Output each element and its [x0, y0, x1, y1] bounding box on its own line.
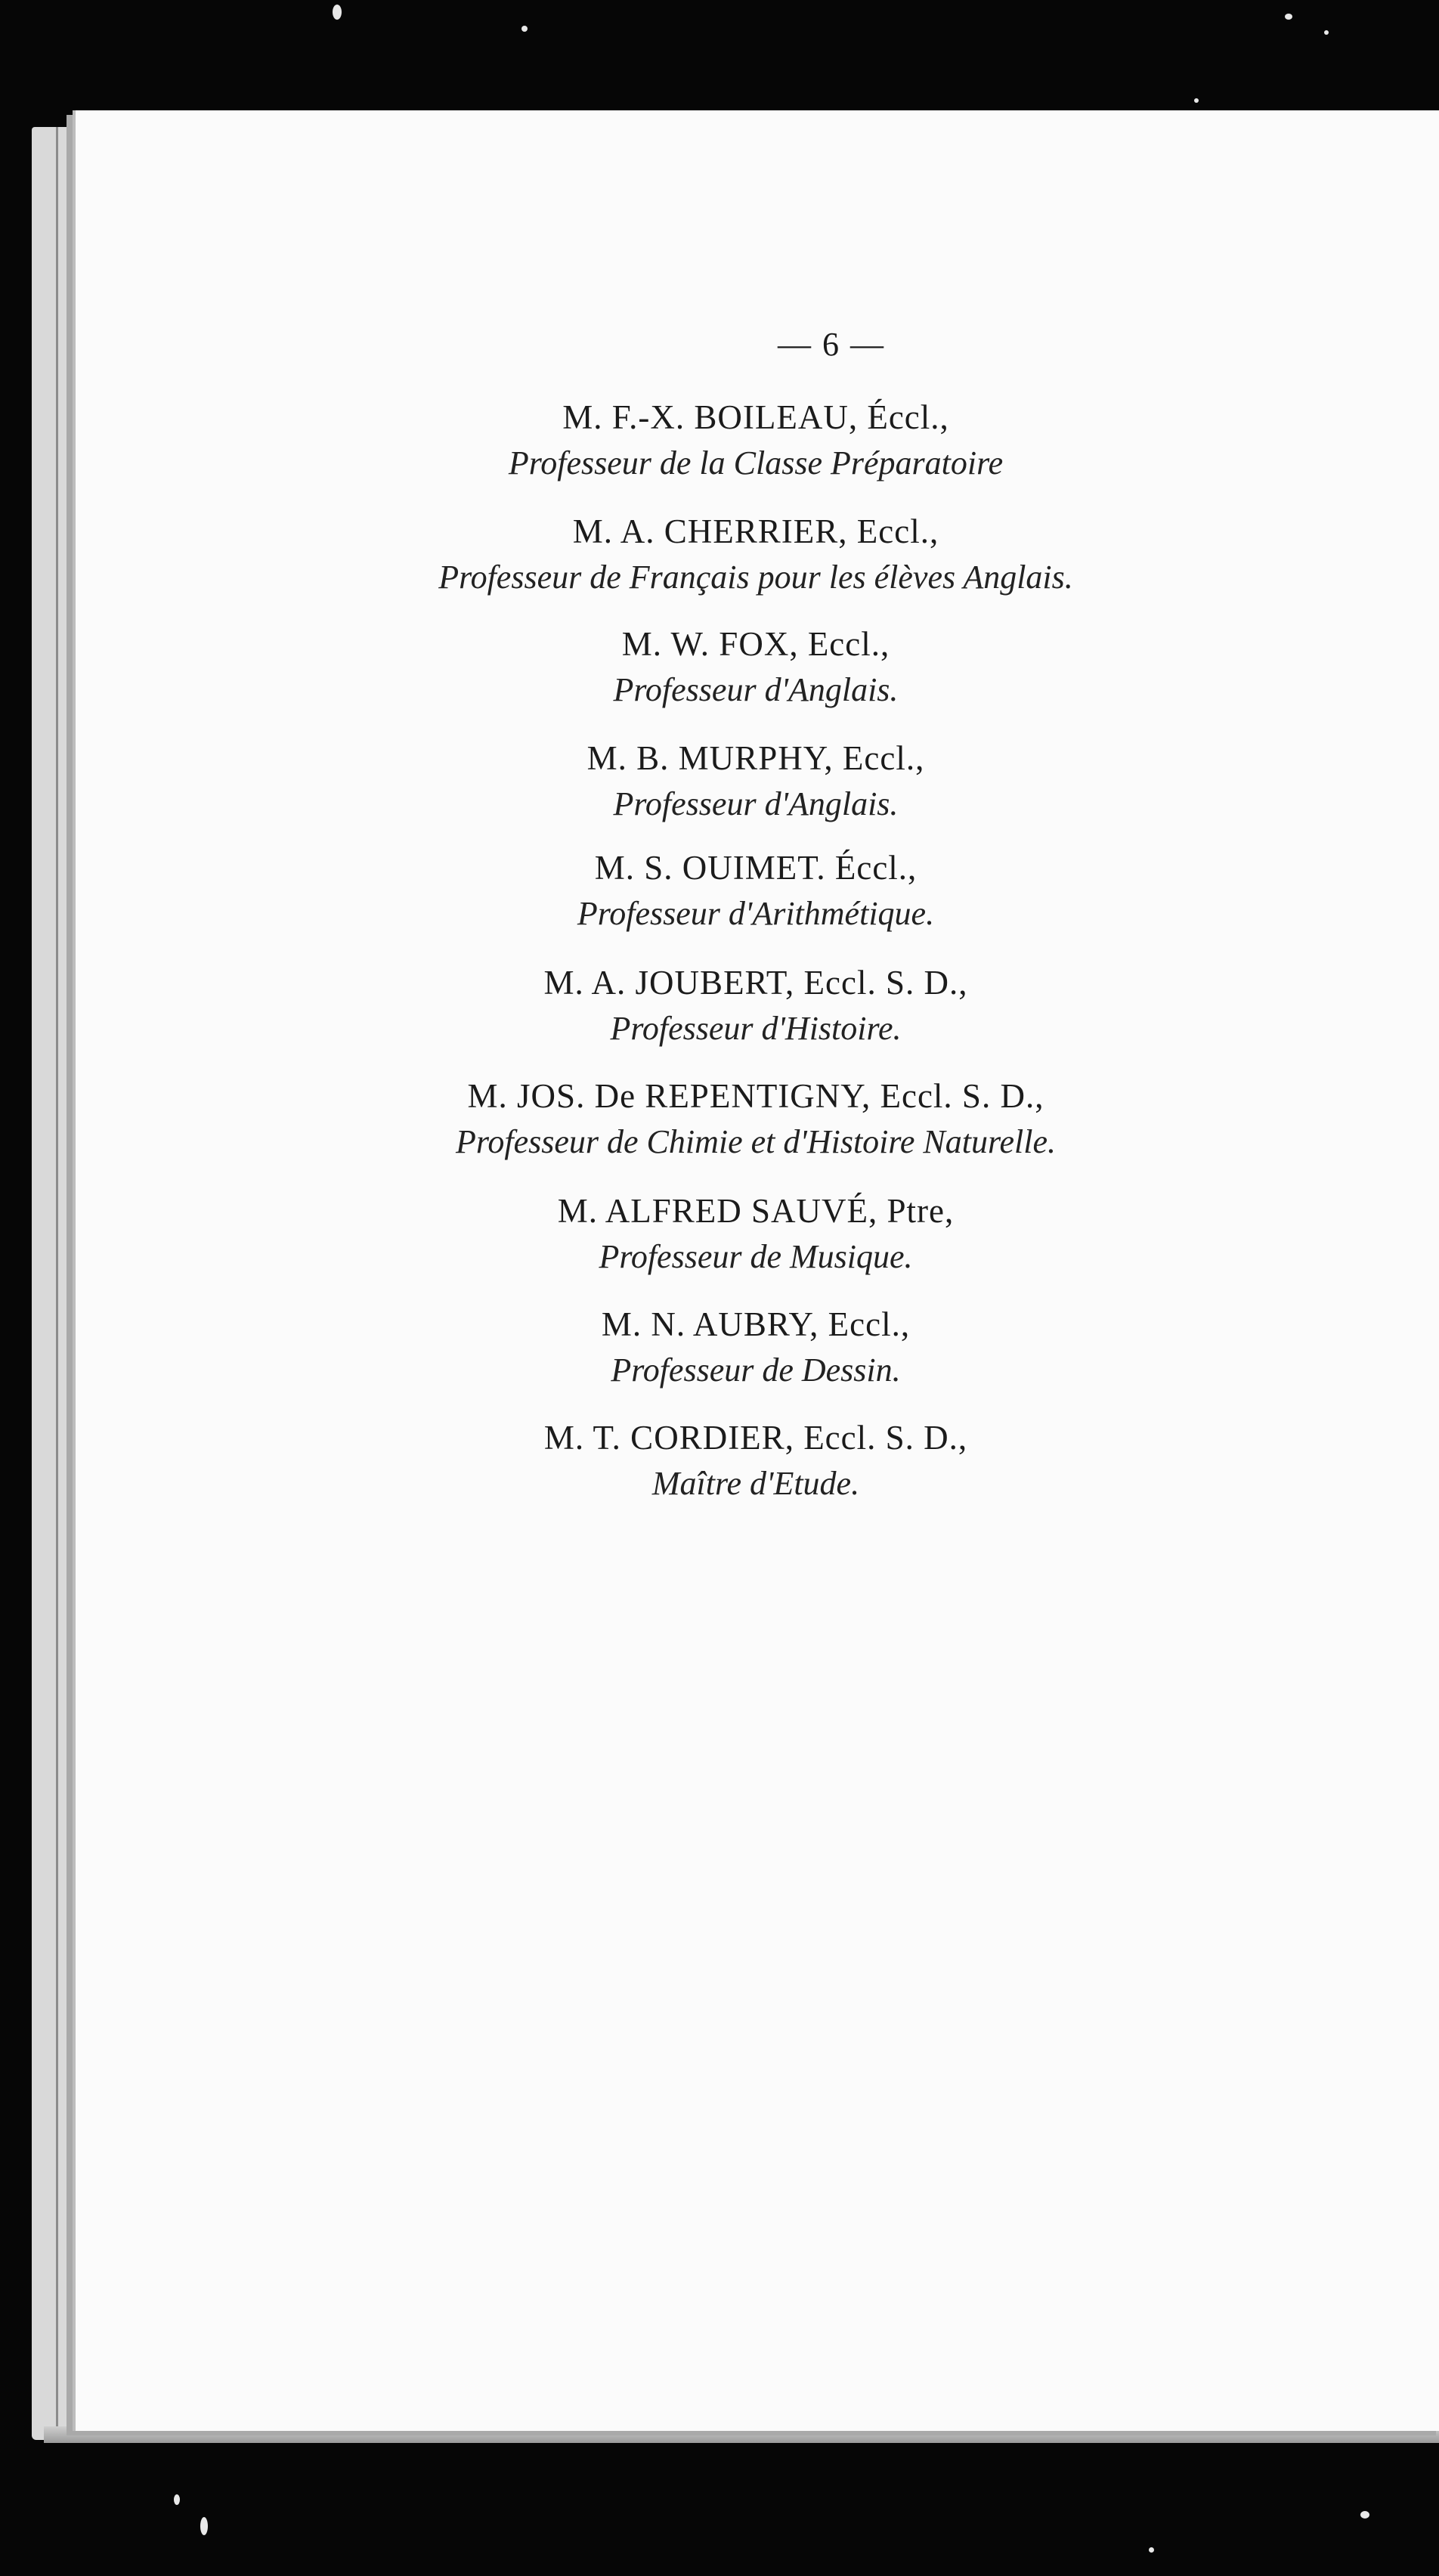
film-speck: [1360, 2511, 1369, 2519]
staff-name: M. T. CORDIER, Eccl. S. D.,: [543, 1419, 968, 1457]
staff-role: Professeur de Musique.: [599, 1238, 913, 1275]
film-speck: [200, 2517, 208, 2535]
staff-role: Professeur de la Classe Préparatoire: [508, 444, 1004, 481]
staff-name: M. JOS. De REPENTIGNY, Eccl. S. D.,: [467, 1077, 1044, 1115]
staff-name: M. A. JOUBERT, Eccl. S. D.,: [543, 964, 968, 1002]
staff-role: Professeur d'Anglais.: [613, 785, 899, 822]
staff-role: Professeur d'Histoire.: [610, 1010, 902, 1047]
staff-entry: [73, 1415, 1439, 1507]
staff-name: M. F.-X. BOILEAU, Éccl.,: [562, 398, 949, 436]
film-speck: [174, 2494, 180, 2505]
staff-entry: [73, 1302, 1439, 1394]
staff-entry: [73, 395, 1439, 487]
film-speck: [1285, 14, 1292, 20]
page-edge: [56, 127, 58, 2440]
film-speck: [1324, 30, 1329, 35]
staff-role: Professeur d'Arithmétique.: [577, 895, 935, 932]
staff-entry: [73, 1073, 1439, 1166]
page-number: — 6 —: [778, 326, 885, 363]
staff-role: Professeur de Dessin.: [611, 1351, 901, 1389]
staff-role: Professeur de Français pour les élèves Anglais.: [438, 559, 1073, 596]
staff-entry: [73, 845, 1439, 937]
film-speck: [1194, 98, 1199, 103]
film-speck: [521, 26, 528, 32]
staff-name: M. S. OUIMET. Éccl.,: [594, 849, 918, 887]
staff-role: Professeur d'Anglais.: [613, 671, 899, 708]
staff-entry: [73, 1188, 1439, 1280]
staff-name: M. N. AUBRY, Eccl.,: [601, 1305, 911, 1343]
film-speck: [1149, 2547, 1154, 2553]
staff-role: Professeur de Chimie et d'Histoire Naturelle.: [456, 1123, 1056, 1160]
staff-name: M. A. CHERRIER, Eccl.,: [572, 512, 939, 550]
staff-entry: [73, 960, 1439, 1052]
staff-entry: [73, 509, 1439, 601]
staff-role: Maître d'Etude.: [651, 1465, 860, 1502]
staff-name: M. ALFRED SAUVÉ, Ptre,: [557, 1192, 955, 1230]
staff-name: M. B. MURPHY, Eccl.,: [586, 739, 925, 777]
staff-entry: [73, 735, 1439, 828]
staff-entry: [73, 621, 1439, 714]
staff-name: M. W. FOX, Eccl.,: [621, 625, 890, 663]
film-speck: [333, 5, 342, 20]
